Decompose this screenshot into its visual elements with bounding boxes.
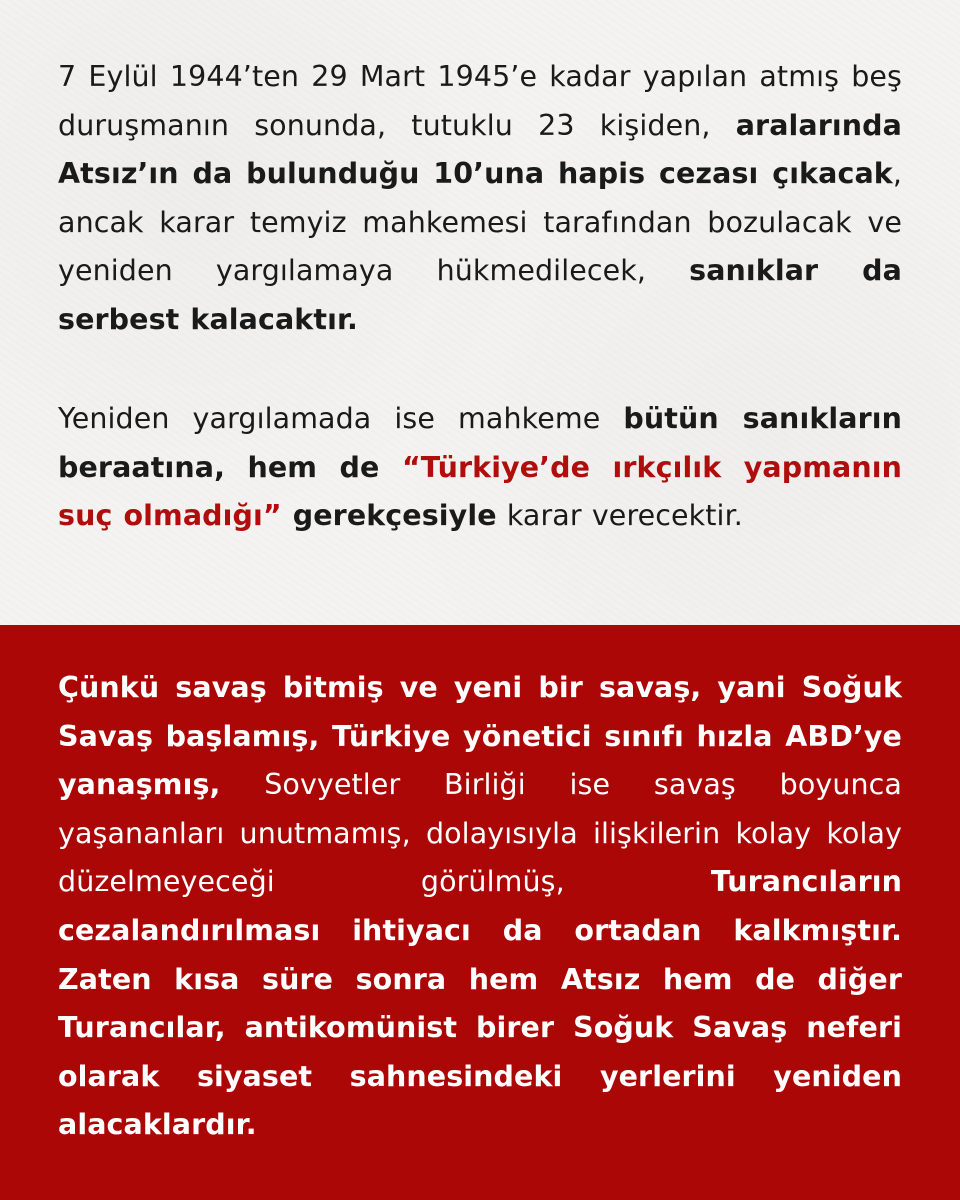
p2-quote: “Türkiye’de ırkçılık yapmanın suç olmadığı” [58,450,903,533]
paragraph-trial-outcome [58,53,902,345]
p1-text-a: 7 Eylül 1944’ten 29 Mart 1945’e kadar yapılan atmış beş duruşmanın sonunda, tutuklu 23 kişiden, [58,60,902,142]
paragraph-retrial [58,395,902,541]
p2-text-b: karar verecektir. [496,499,743,533]
p2-text-a: Yeniden yargılamada ise mahkeme [58,402,624,435]
p3-bold-a: Çünkü savaş bitmiş ve yeni bir savaş, yani Soğuk Savaş başlamış, Türkiye yönetici sınıfı hızla ABD’ye yanaşmış, [58,671,902,802]
p1-bold-b: sanıklar da serbest kalacaktır. [58,254,902,336]
p1-bold-a: aralarında Atsız’ın da bulunduğu 10’una hapis cezası çıkacak [58,108,902,191]
p1-text-b: , ancak karar temyiz mahkemesi tarafından bozulacak ve yeniden yargılamaya hükmedilecek, [58,157,902,288]
p3-bold-b: Turancıların cezalandırılması ihtiyacı da ortadan kalkmıştır. Zaten kısa süre sonra hem Atsız hem de diğer Turancılar, antikomünist birer Soğuk Savaş neferi olarak siyaset sahnesindeki yerlerini yeniden alacaklardır. [58,865,902,1142]
p2-bold-b: gerekçesiyle [281,499,497,533]
p3-text-a: Sovyetler Birliği ise savaş boyunca yaşananları unutmamış, dolayısıyla ilişkilerin kolay kolay düzelmeyeceği görülmüş, [58,768,902,899]
paragraph-cold-war [58,664,902,1150]
p2-bold-a: bütün sanıkların beraatına, hem de [58,402,902,484]
